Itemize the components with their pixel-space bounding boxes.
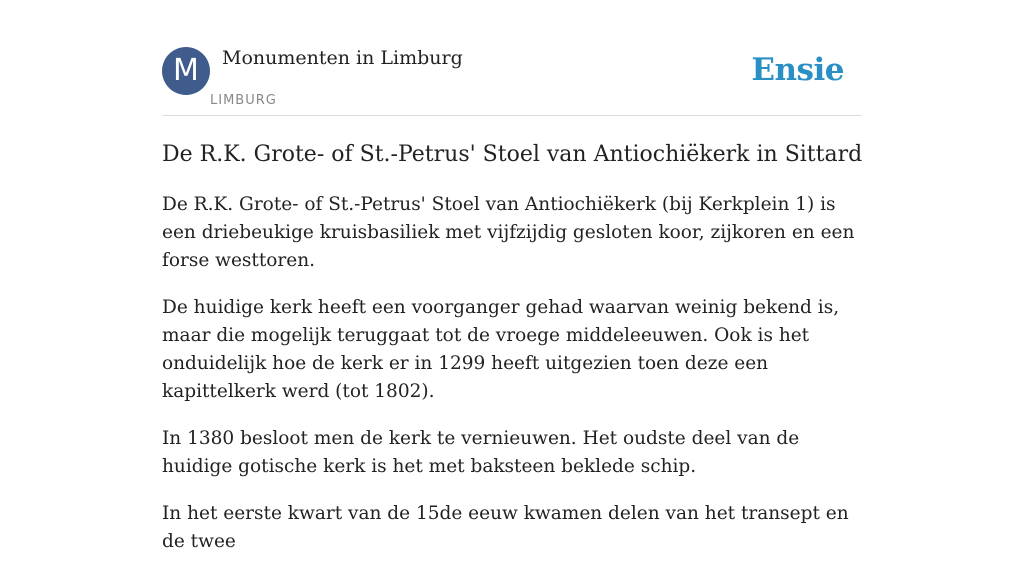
article-paragraph: In het eerste kwart van de 15de eeuw kwamen delen van het transept en de twee	[162, 503, 849, 552]
collection-header	[162, 46, 862, 116]
collection-avatar[interactable]: M	[162, 47, 210, 95]
article	[162, 140, 862, 575]
collection-title-link[interactable]: Monumenten in Limburg	[222, 47, 463, 69]
header-divider	[162, 115, 862, 116]
article-title: De R.K. Grote- of St.-Petrus' Stoel van Antiochiëkerk in Sittard	[162, 142, 863, 167]
article-paragraph: De huidige kerk heeft een voorganger gehad waarvan weinig bekend is, maar die mogelijk teruggaat tot de vroege middeleeuwen. Ook is het onduidelijk hoe de kerk er in 1299 heeft uitgezien toen deze een kapittelkerk werd (tot 1802).	[162, 297, 840, 402]
collection-subtitle: LIMBURG	[210, 93, 277, 108]
article-intro: De R.K. Grote- of St.-Petrus' Stoel van Antiochiëkerk (bij Kerkplein 1) is een driebeukige kruisbasiliek met vijfzijdig gesloten koor, zijkoren en een forse westtoren.	[162, 194, 855, 271]
article-paragraph: In 1380 besloot men de kerk te vernieuwen. Het oudste deel van de huidige gotische kerk is het met baksteen beklede schip.	[162, 428, 800, 477]
ensie-logo[interactable]: Ensie	[751, 52, 844, 88]
